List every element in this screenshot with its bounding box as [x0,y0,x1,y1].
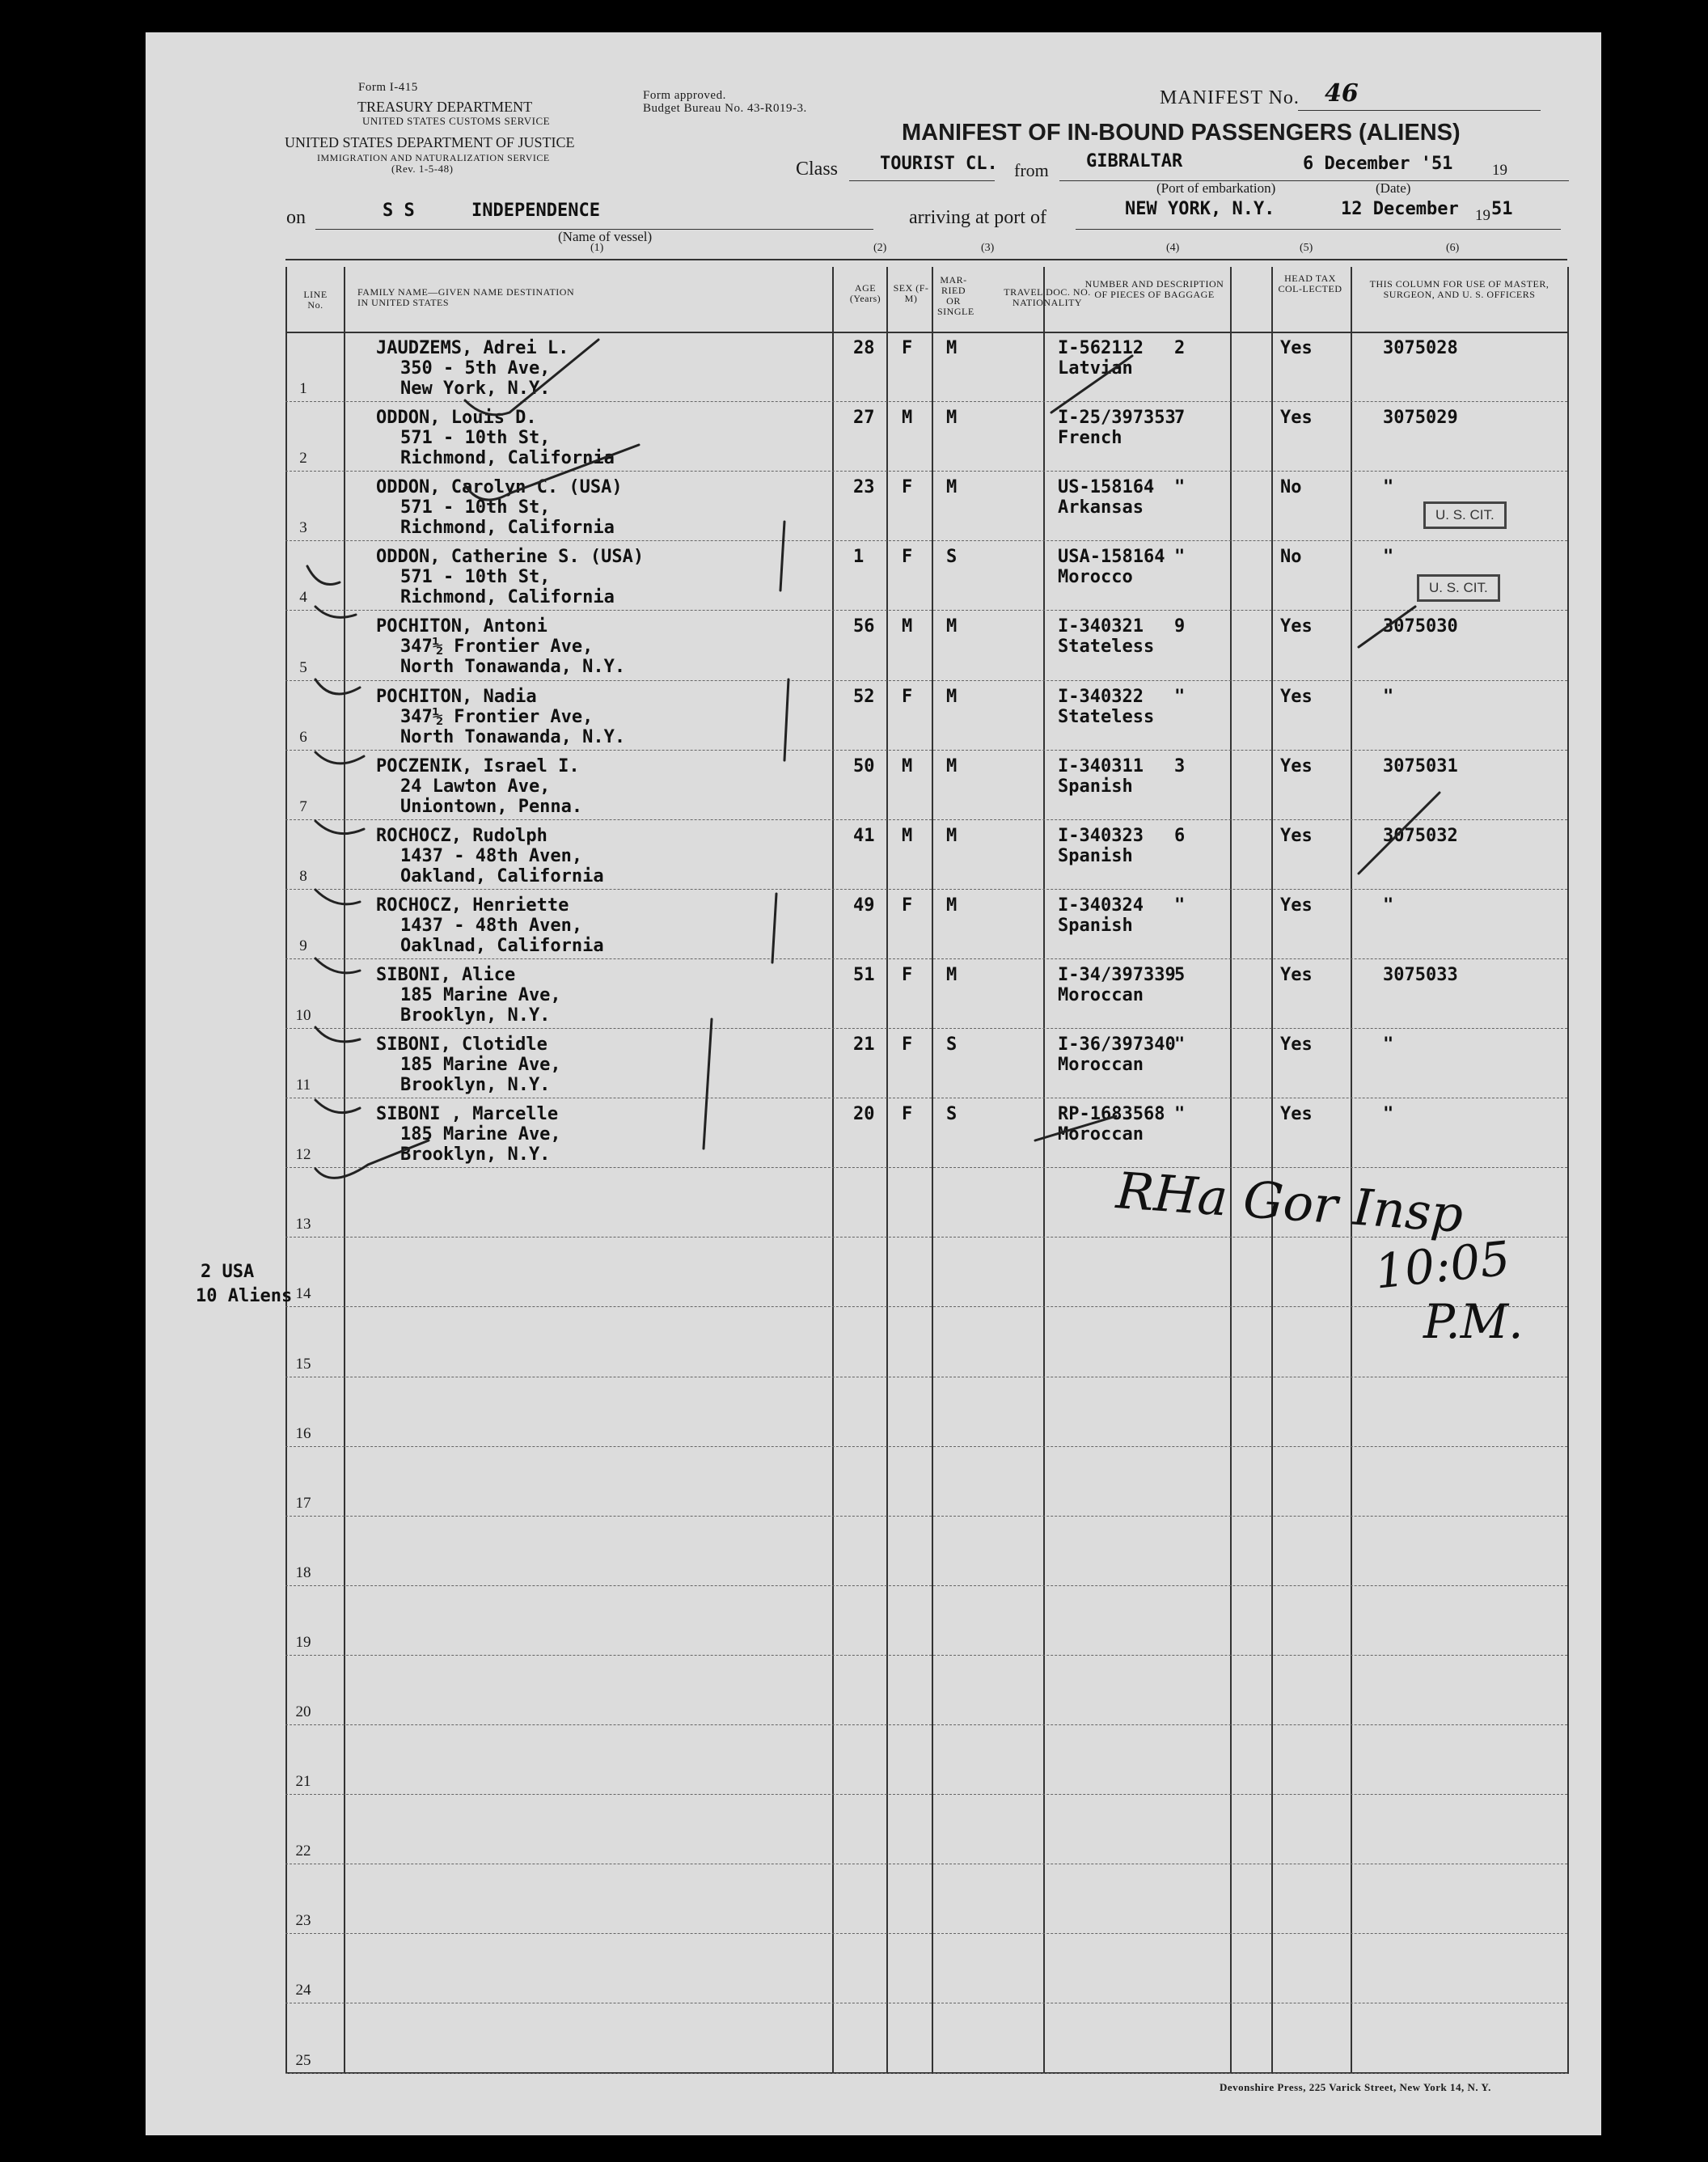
embark-year: 19 [1492,162,1507,179]
passenger-baggage: " [1174,477,1186,498]
passenger-officer-note: " [1383,895,1394,916]
line-number: 10 [295,1007,311,1024]
header-head-tax: HEAD TAX COL-LECTED [1278,273,1342,294]
passenger-nationality: Moroccan [1058,1124,1144,1145]
passenger-sex: M [902,755,913,776]
line-number: 19 [295,1633,311,1651]
arrival-date: 12 December [1341,199,1459,219]
passenger-marital-status: M [946,686,958,707]
form-number: Form I-415 [358,81,418,94]
budget-bureau: Budget Bureau No. 43-R019-3. [643,102,807,115]
passenger-age: 1 [853,547,865,568]
margin-note-usa: 2 USA [201,1262,255,1282]
col-num-tax: (5) [1300,242,1313,254]
header-baggage: NUMBER AND DESCRIPTION OF PIECES OF BAGGAGE [1084,278,1224,300]
col-divider [832,267,834,2074]
col-divider [886,267,888,2074]
us-citizen-stamp: U. S. CIT. [1417,574,1500,602]
passenger-marital-status: M [946,408,958,429]
passenger-officer-note: " [1383,686,1394,707]
passenger-head-tax: Yes [1280,1104,1313,1125]
passenger-sex: M [902,825,913,846]
passenger-sex: F [902,338,913,358]
class-label: Class [796,159,839,180]
row-separator [285,1585,1567,1586]
passenger-address: 571 - 10th St, [400,497,551,518]
passenger-head-tax: No [1280,477,1302,498]
passenger-sex: F [902,895,913,916]
line-number: 20 [295,1703,311,1720]
passenger-head-tax: No [1280,547,1302,568]
passenger-travel-doc: I-34/397339 [1058,964,1176,985]
col-num-baggage: (4) [1166,242,1180,254]
passenger-name: SIBONI , Marcelle [376,1104,559,1125]
passenger-name: ODDON, Louis D. [376,408,537,429]
arrival-year-prefix: 19 [1475,207,1490,224]
passenger-marital-status: M [946,755,958,776]
header-line-no: LINE No. [303,289,328,311]
passenger-sex: F [902,547,913,568]
col-num-doc: (3) [981,242,995,254]
passenger-baggage: " [1174,1104,1186,1125]
inspection-time: 10:05 [1372,1230,1513,1300]
passenger-nationality: Spanish [1058,915,1133,936]
passenger-sex: M [902,616,913,637]
passenger-baggage: " [1174,547,1186,568]
line-number: 24 [295,1982,311,1999]
passenger-address: 1437 - 48th Aven, [400,845,583,866]
passenger-address: 185 Marine Ave, [400,984,561,1005]
passenger-marital-status: M [946,964,958,985]
passenger-nationality: Latvian [1058,358,1133,379]
header-bottom-border [285,332,1567,333]
row-separator [285,1306,1567,1307]
line-number: 7 [299,798,307,815]
line-number: 17 [295,1494,311,1512]
passenger-baggage: 2 [1174,338,1186,358]
passenger-name: SIBONI, Alice [376,964,516,985]
row-separator [285,1933,1567,1934]
passenger-baggage: 5 [1174,964,1186,985]
inspection-ampm: P.M. [1423,1294,1524,1349]
passenger-marital-status: M [946,895,958,916]
us-citizen-stamp: U. S. CIT. [1423,501,1507,529]
passenger-baggage: " [1174,686,1186,707]
passenger-address: 185 Marine Ave, [400,1055,561,1075]
line-number: 12 [295,1146,311,1164]
passenger-sex: F [902,964,913,985]
row-separator [285,1724,1567,1725]
passenger-head-tax: Yes [1280,408,1313,429]
passenger-age: 49 [853,895,875,916]
manifest-page [146,32,1601,2135]
passenger-officer-note: 3075030 [1383,616,1458,637]
line-number: 18 [295,1563,311,1581]
passenger-name: POCHITON, Antoni [376,616,547,637]
passenger-name: ROCHOCZ, Rudolph [376,825,547,846]
line-number: 1 [299,380,307,398]
passenger-head-tax: Yes [1280,825,1313,846]
from-label: from [1014,160,1049,180]
passenger-marital-status: M [946,616,958,637]
header-married: MAR-RIED OR SINGLE [937,274,974,317]
passenger-travel-doc: I-562112 [1058,338,1144,358]
passenger-marital-status: M [946,338,958,358]
passenger-sex: F [902,1104,913,1125]
passenger-address: 1437 - 48th Aven, [400,915,583,936]
line-number: 11 [295,1077,311,1094]
passenger-age: 20 [853,1104,875,1125]
passenger-baggage: " [1174,895,1186,916]
table-top-border [285,259,1567,260]
passenger-officer-note: 3075032 [1383,825,1458,846]
passenger-travel-doc: I-36/397340 [1058,1034,1176,1055]
line-number: 22 [295,1843,311,1860]
passenger-name: ROCHOCZ, Henriette [376,895,569,916]
passenger-city: Oaklnad, California [400,935,604,956]
passenger-city: North Tonawanda, N.Y. [400,657,626,678]
passenger-travel-doc: I-340322 [1058,686,1144,707]
passenger-city: Uniontown, Penna. [400,796,583,817]
passenger-age: 56 [853,616,875,637]
line-number: 4 [299,589,307,607]
passenger-baggage: 9 [1174,616,1186,637]
date-caption: (Date) [1376,180,1411,196]
col-num-name: (1) [590,242,604,254]
passenger-nationality: Arkansas [1058,497,1144,518]
embark-date: 6 December '51 [1303,154,1453,174]
arrival-port: NEW YORK, N.Y. [1125,199,1275,219]
passenger-officer-note: " [1383,1104,1394,1125]
passenger-city: Oakland, California [400,865,604,886]
revision: (Rev. 1-5-48) [391,163,454,175]
line-number: 23 [295,1912,311,1930]
class-underline [849,180,995,181]
justice-dept: UNITED STATES DEPARTMENT OF JUSTICE [285,134,575,150]
row-separator [285,750,1567,751]
passenger-city: North Tonawanda, N.Y. [400,726,626,747]
passenger-nationality: Spanish [1058,776,1133,797]
passenger-city: New York, N.Y. [400,379,551,399]
line-number: 14 [295,1285,311,1303]
line-number: 9 [299,937,307,954]
row-separator [285,1167,1567,1168]
passenger-travel-doc: USA-158164 [1058,547,1165,568]
passenger-sex: M [902,408,913,429]
row-separator [285,2073,1567,2074]
passenger-address: 347½ Frontier Ave, [400,637,594,658]
row-separator [285,1516,1567,1517]
passenger-age: 28 [853,338,875,358]
col-num-officers: (6) [1446,242,1460,254]
passenger-age: 51 [853,964,875,985]
row-separator [285,889,1567,890]
manifest-title: MANIFEST OF IN-BOUND PASSENGERS (ALIENS) [902,120,1461,146]
row-separator [285,1446,1567,1447]
line-number: 8 [299,867,307,885]
passenger-address: 24 Lawton Ave, [400,776,551,797]
manifest-label: MANIFEST No. [1160,87,1300,108]
passenger-marital-status: M [946,825,958,846]
passenger-sex: F [902,686,913,707]
line-number: 21 [295,1773,311,1791]
passenger-address: 185 Marine Ave, [400,1124,561,1145]
passenger-baggage: 7 [1174,408,1186,429]
passenger-head-tax: Yes [1280,895,1313,916]
class-value: TOURIST CL. [880,154,998,174]
vessel-name: INDEPENDENCE [471,201,600,221]
line-number: 2 [299,450,307,468]
passenger-age: 52 [853,686,875,707]
passenger-marital-status: S [946,1034,958,1055]
passenger-head-tax: Yes [1280,338,1313,358]
line-number: 15 [295,1355,311,1373]
passenger-address: 350 - 5th Ave, [400,358,551,379]
row-separator [285,610,1567,611]
passenger-city: Brooklyn, N.Y. [400,1005,551,1026]
passenger-officer-note: 3075033 [1383,964,1458,985]
passenger-marital-status: S [946,1104,958,1125]
treasury-dept: TREASURY DEPARTMENT [357,99,533,115]
passenger-age: 27 [853,408,875,429]
passenger-marital-status: M [946,477,958,498]
vessel-caption: (Name of vessel) [558,229,653,244]
passenger-city: Richmond, California [400,448,615,469]
col-divider [1351,267,1352,2074]
passenger-nationality: Stateless [1058,706,1155,727]
passenger-travel-doc: I-25/397353 [1058,408,1176,429]
row-separator [285,958,1567,959]
embark-caption: (Port of embarkation) [1156,180,1276,196]
passenger-marital-status: S [946,547,958,568]
passenger-nationality: Spanish [1058,845,1133,866]
row-separator [285,819,1567,820]
passenger-officer-note: " [1383,1034,1394,1055]
row-separator [285,540,1567,541]
passenger-address: 571 - 10th St, [400,428,551,449]
passenger-city: Brooklyn, N.Y. [400,1075,551,1095]
ins-service: IMMIGRATION AND NATURALIZATION SERVICE [317,152,550,163]
col-divider [1271,267,1273,2074]
header-travel-doc: TRAVEL DOC. NO. NATIONALITY [1004,286,1091,308]
passenger-travel-doc: I-340321 [1058,616,1144,637]
row-separator [285,1794,1567,1795]
embark-port: GIBRALTAR [1086,151,1183,171]
passenger-city: Richmond, California [400,518,615,539]
passenger-age: 50 [853,755,875,776]
header-sex: SEX (F-M) [893,282,929,304]
passenger-name: JAUDZEMS, Adrei L. [376,338,569,358]
passenger-name: SIBONI, Clotidle [376,1034,547,1055]
col-num-married: (2) [873,242,887,254]
passenger-nationality: Moroccan [1058,984,1144,1005]
row-separator [285,680,1567,681]
line-number: 5 [299,658,307,676]
passenger-sex: F [902,477,913,498]
passenger-age: 23 [853,477,875,498]
inspector-signature: RHa Gor Insp [1114,1161,1465,1244]
row-separator [285,401,1567,402]
row-separator [285,1028,1567,1029]
passenger-baggage: 3 [1174,755,1186,776]
passenger-head-tax: Yes [1280,755,1313,776]
passenger-head-tax: Yes [1280,1034,1313,1055]
line-number: 6 [299,728,307,746]
passenger-nationality: Stateless [1058,637,1155,658]
arrival-underline [1076,229,1561,230]
passenger-travel-doc: RP-1683568 [1058,1104,1165,1125]
passenger-travel-doc: I-340323 [1058,825,1144,846]
passenger-address: 571 - 10th St, [400,567,551,588]
passenger-head-tax: Yes [1280,964,1313,985]
passenger-officer-note: " [1383,477,1394,498]
passenger-officer-note: " [1383,547,1394,568]
passenger-officer-note: 3075031 [1383,755,1458,776]
line-number: 16 [295,1424,311,1442]
passenger-city: Brooklyn, N.Y. [400,1144,551,1166]
arrival-year: 51 [1491,199,1513,219]
passenger-travel-doc: I-340311 [1058,755,1144,776]
header-officers: THIS COLUMN FOR USE OF MASTER, SURGEON, AND U. S. OFFICERS [1369,278,1549,300]
col-divider [1567,267,1569,2074]
passenger-name: ODDON, Catherine S. (USA) [376,547,645,568]
passenger-baggage: " [1174,1034,1186,1055]
passenger-nationality: French [1058,428,1122,449]
row-separator [285,1655,1567,1656]
date-underline [1294,180,1569,181]
passenger-sex: F [902,1034,913,1055]
passenger-name: POCZENIK, Israel I. [376,755,580,776]
passenger-nationality: Moroccan [1058,1055,1144,1075]
customs-service: UNITED STATES CUSTOMS SERVICE [362,115,551,127]
manifest-no-underline [1298,110,1541,111]
passenger-address: 347½ Frontier Ave, [400,706,594,727]
margin-note-aliens: 10 Aliens [196,1286,293,1306]
arriving-label: arriving at port of [909,207,1046,228]
manifest-number: 46 [1325,79,1359,108]
col-divider [285,267,287,2074]
passenger-age: 41 [853,825,875,846]
passenger-head-tax: Yes [1280,686,1313,707]
line-number: 13 [295,1216,311,1233]
passenger-nationality: Morocco [1058,567,1133,588]
passenger-travel-doc: US-158164 [1058,477,1155,498]
passenger-name: ODDON, Carolyn C. (USA) [376,477,623,498]
col-divider [1043,267,1045,2074]
row-separator [285,471,1567,472]
col-divider [344,267,345,2074]
vessel-prefix: S S [383,201,415,221]
form-approved: Form approved. [643,89,726,102]
line-number: 25 [295,2051,311,2069]
passenger-head-tax: Yes [1280,616,1313,637]
header-age: AGE (Years) [849,282,881,304]
passenger-baggage: 6 [1174,825,1186,846]
line-number: 3 [299,519,307,537]
passenger-officer-note: 3075029 [1383,408,1458,429]
passenger-name: POCHITON, Nadia [376,686,537,707]
passenger-age: 21 [853,1034,875,1055]
passenger-officer-note: 3075028 [1383,338,1458,358]
printer-credit: Devonshire Press, 225 Varick Street, New York 14, N. Y. [1220,2081,1491,2093]
passenger-city: Richmond, California [400,587,615,608]
on-label: on [286,207,306,228]
header-name: FAMILY NAME—GIVEN NAME DESTINATION IN UNITED STATES [357,286,575,308]
passenger-travel-doc: I-340324 [1058,895,1144,916]
col-divider [932,267,933,2074]
